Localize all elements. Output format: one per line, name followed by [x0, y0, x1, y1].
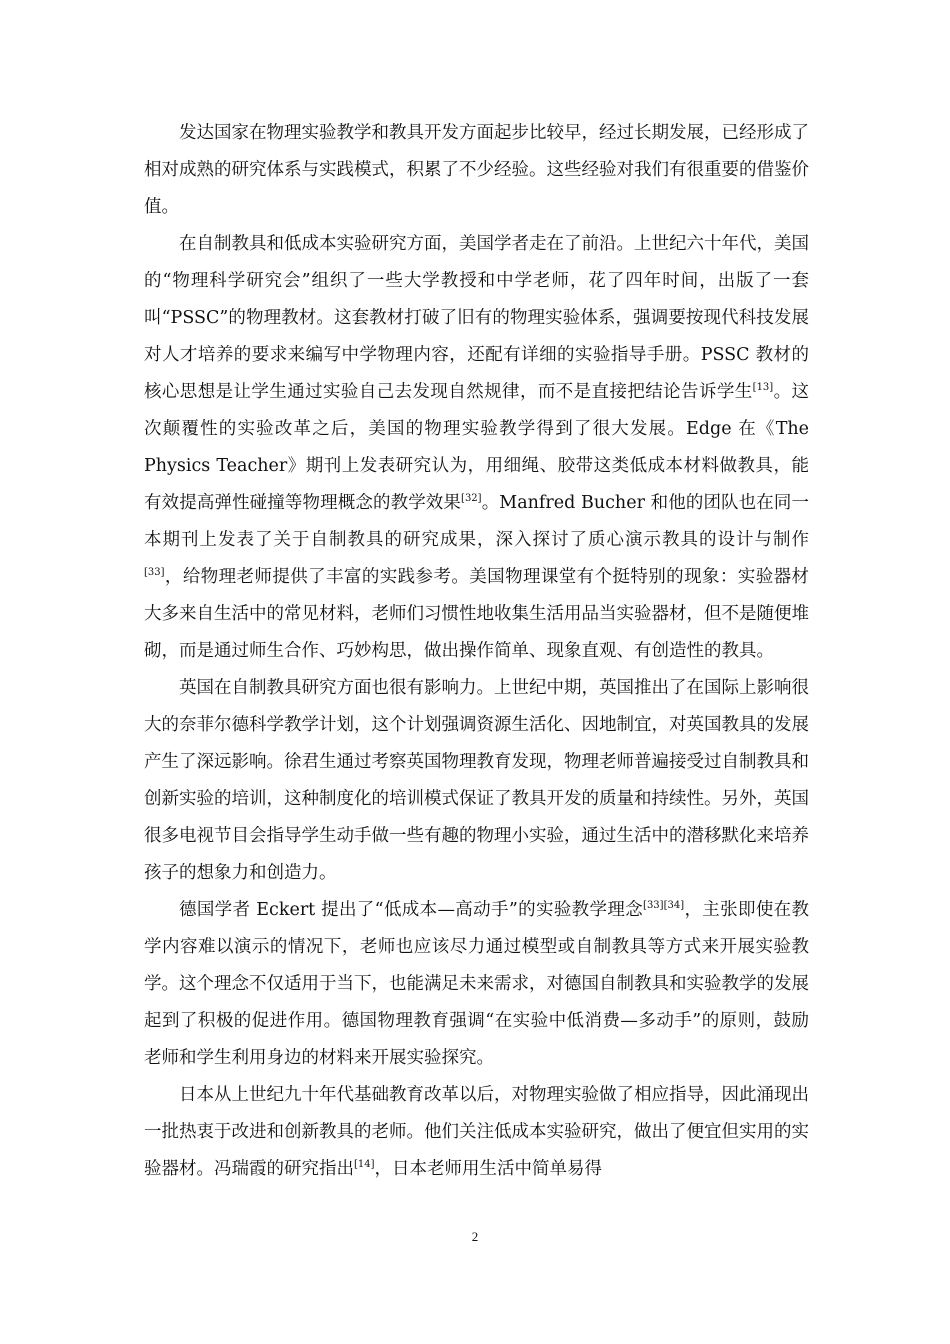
citation-marker: [33][34]: [643, 900, 685, 911]
page-number: 2: [471, 1229, 479, 1244]
paragraph: [144, 1077, 809, 1188]
paragraph-text: 英国在自制教具研究方面也很有影响力。上世纪中期，英国推出了在国际上影响很大的奈菲尔德科学教学计划，这个计划强调资源生活化、因地制宜，对英国教具的发展产生了深远影响。徐君生通过考察英国物理教育发现，物理老师普遍接受过自制教具和创新实验的培训，这种制度化的培训模式保证了教具开发的质量和持续性。另外，英国很多电视节目会指导学生动手做一些有趣的物理小实验，通过生活中的潜移默化来培养孩子的想象力和创造力。: [144, 678, 809, 883]
paragraph: [144, 892, 809, 1077]
paragraph-text: 日本从上世纪九十年代基础教育改革以后，对物理实验做了相应指导，因此涌现出一批热衷于改进和创新教具的老师。他们关注低成本实验研究，做出了便宜但实用的实验器材。冯瑞霞的研究指出: [144, 1085, 809, 1179]
citation-marker: [13]: [752, 382, 774, 393]
paragraph-text: 。这次颠覆性的实验改革之后，美国的物理实验教学得到了很大发展。Edge 在《The Physics Teacher》期刊上发表研究认为，用细绳、胶带这类低成本材料做教具，能有效提高弹性碰撞等物理概念的教学效果: [144, 382, 810, 513]
paragraph: [144, 226, 809, 670]
paragraph: [144, 670, 809, 892]
paragraph-text: ，主张即使在教学内容难以演示的情况下，老师也应该尽力通过模型或自制教具等方式来开展实验教学。这个理念不仅适用于当下，也能满足未来需求，对德国自制教具和实验教学的发展起到了积极的促进作用。德国物理教育强调“在实验中低消费—多动手”的原则，鼓励老师和学生利用身边的材料来开展实验探究。: [144, 900, 810, 1068]
paragraph-text: 德国学者 Eckert 提出了“低成本—高动手”的实验教学理念: [179, 900, 644, 920]
citation-marker: [32]: [461, 493, 482, 504]
body-text: [144, 115, 809, 1188]
paragraph: [144, 115, 809, 226]
citation-marker: [33]: [144, 567, 165, 578]
paragraph-text: 在自制教具和低成本实验研究方面，美国学者走在了前沿。上世纪六十年代，美国的“物理科学研究会”组织了一些大学教授和中学老师，花了四年时间，出版了一套叫“PSSC”的物理教材。这套教材打破了旧有的物理实验体系，强调要按现代科技发展对人才培养的要求来编写中学物理内容，还配有详细的实验指导手册。PSSC 教材的核心思想是让学生通过实验自己去发现自然规律，而不是直接把结论告诉学生: [144, 234, 809, 402]
paragraph-text: 发达国家在物理实验教学和教具开发方面起步比较早，经过长期发展，已经形成了相对成熟的研究体系与实践模式，积累了不少经验。这些经验对我们有很重要的借鉴价值。: [144, 123, 809, 217]
paragraph-text: ，日本老师用生活中简单易得: [374, 1159, 603, 1179]
citation-marker: [14]: [354, 1159, 375, 1170]
paragraph-text: 。Manfred Bucher 和他的团队也在同一本期刊上发表了关于自制教具的研究成果，深入探讨了质心演示教具的设计与制作: [144, 493, 810, 550]
paragraph-text: ，给物理老师提供了丰富的实践参考。美国物理课堂有个挺特别的现象：实验器材大多来自生活中的常见材料，老师们习惯性地收集生活用品当实验器材，但不是随便堆砌，而是通过师生合作、巧妙构思，做出操作简单、现象直观、有创造性的教具。: [144, 567, 809, 661]
